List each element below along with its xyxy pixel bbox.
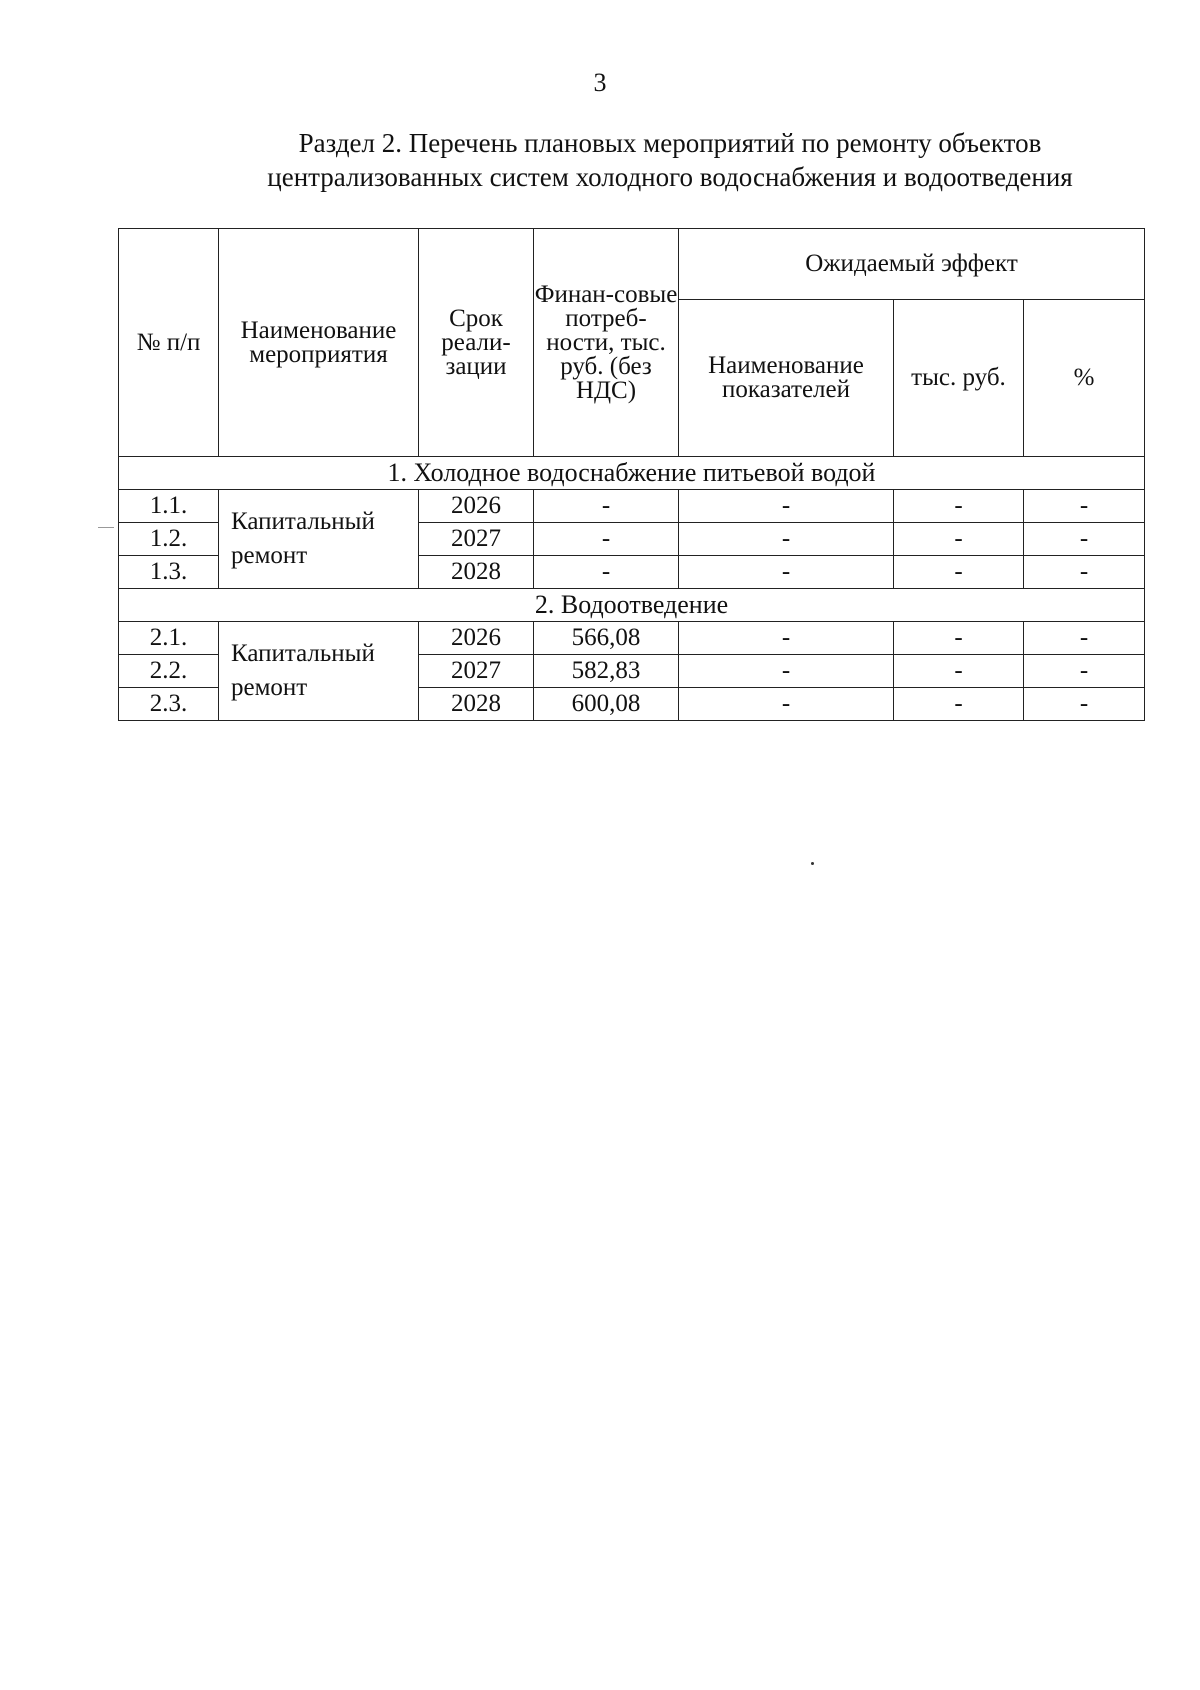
header-effect: Ожидаемый эффект	[679, 229, 1145, 300]
row-finance: 566,08	[534, 622, 679, 655]
row-pct: -	[1024, 688, 1145, 721]
scan-dot	[811, 862, 814, 865]
row-num: 1.1.	[119, 490, 219, 523]
row-pct: -	[1024, 490, 1145, 523]
row-rub: -	[894, 688, 1024, 721]
row-year: 2026	[419, 490, 534, 523]
section-title	[240, 126, 1100, 194]
row-rub: -	[894, 622, 1024, 655]
row-year: 2028	[419, 688, 534, 721]
section-row	[119, 457, 1145, 490]
row-num: 1.2.	[119, 523, 219, 556]
row-year: 2026	[419, 622, 534, 655]
header-term: Срок реали-зации	[419, 229, 534, 457]
header-finance: Финан-совые потреб-ности, тыс. руб. (без НДС)	[534, 229, 679, 457]
row-num: 2.1.	[119, 622, 219, 655]
row-finance: -	[534, 523, 679, 556]
row-rub: -	[894, 556, 1024, 589]
row-pct: -	[1024, 556, 1145, 589]
row-year: 2027	[419, 523, 534, 556]
row-rub: -	[894, 523, 1024, 556]
header-name: Наименование мероприятия	[219, 229, 419, 457]
section-title-line-2: централизованных систем холодного водоснабжения и водоотведения	[267, 162, 1073, 192]
header-effect-name: Наименование показателей	[679, 300, 894, 457]
row-pct: -	[1024, 622, 1145, 655]
section-title-line-1: Раздел 2. Перечень плановых мероприятий по ремонту объектов	[298, 128, 1042, 158]
row-year: 2028	[419, 556, 534, 589]
row-indicator: -	[679, 556, 894, 589]
row-rub: -	[894, 490, 1024, 523]
row-finance: -	[534, 490, 679, 523]
row-finance: -	[534, 556, 679, 589]
section-row	[119, 589, 1145, 622]
header-num: № п/п	[119, 229, 219, 457]
header-effect-pct: %	[1024, 300, 1145, 457]
section-title-cell: 2. Водоотведение	[119, 589, 1145, 622]
table-row	[119, 490, 1145, 523]
table-header-row	[119, 229, 1145, 300]
row-pct: -	[1024, 655, 1145, 688]
scan-mark	[98, 527, 114, 528]
row-finance: 582,83	[534, 655, 679, 688]
row-indicator: -	[679, 490, 894, 523]
activity-name: Капитальный ремонт	[219, 490, 419, 589]
row-indicator: -	[679, 688, 894, 721]
row-num: 1.3.	[119, 556, 219, 589]
row-pct: -	[1024, 523, 1145, 556]
header-effect-rub: тыс. руб.	[894, 300, 1024, 457]
row-num: 2.3.	[119, 688, 219, 721]
page-number: 3	[593, 68, 607, 97]
activity-name: Капитальный ремонт	[219, 622, 419, 721]
row-indicator: -	[679, 523, 894, 556]
row-finance: 600,08	[534, 688, 679, 721]
row-num: 2.2.	[119, 655, 219, 688]
row-indicator: -	[679, 655, 894, 688]
activities-table	[118, 228, 1145, 721]
row-year: 2027	[419, 655, 534, 688]
row-rub: -	[894, 655, 1024, 688]
section-title-cell: 1. Холодное водоснабжение питьевой водой	[119, 457, 1145, 490]
table-row	[119, 622, 1145, 655]
row-indicator: -	[679, 622, 894, 655]
